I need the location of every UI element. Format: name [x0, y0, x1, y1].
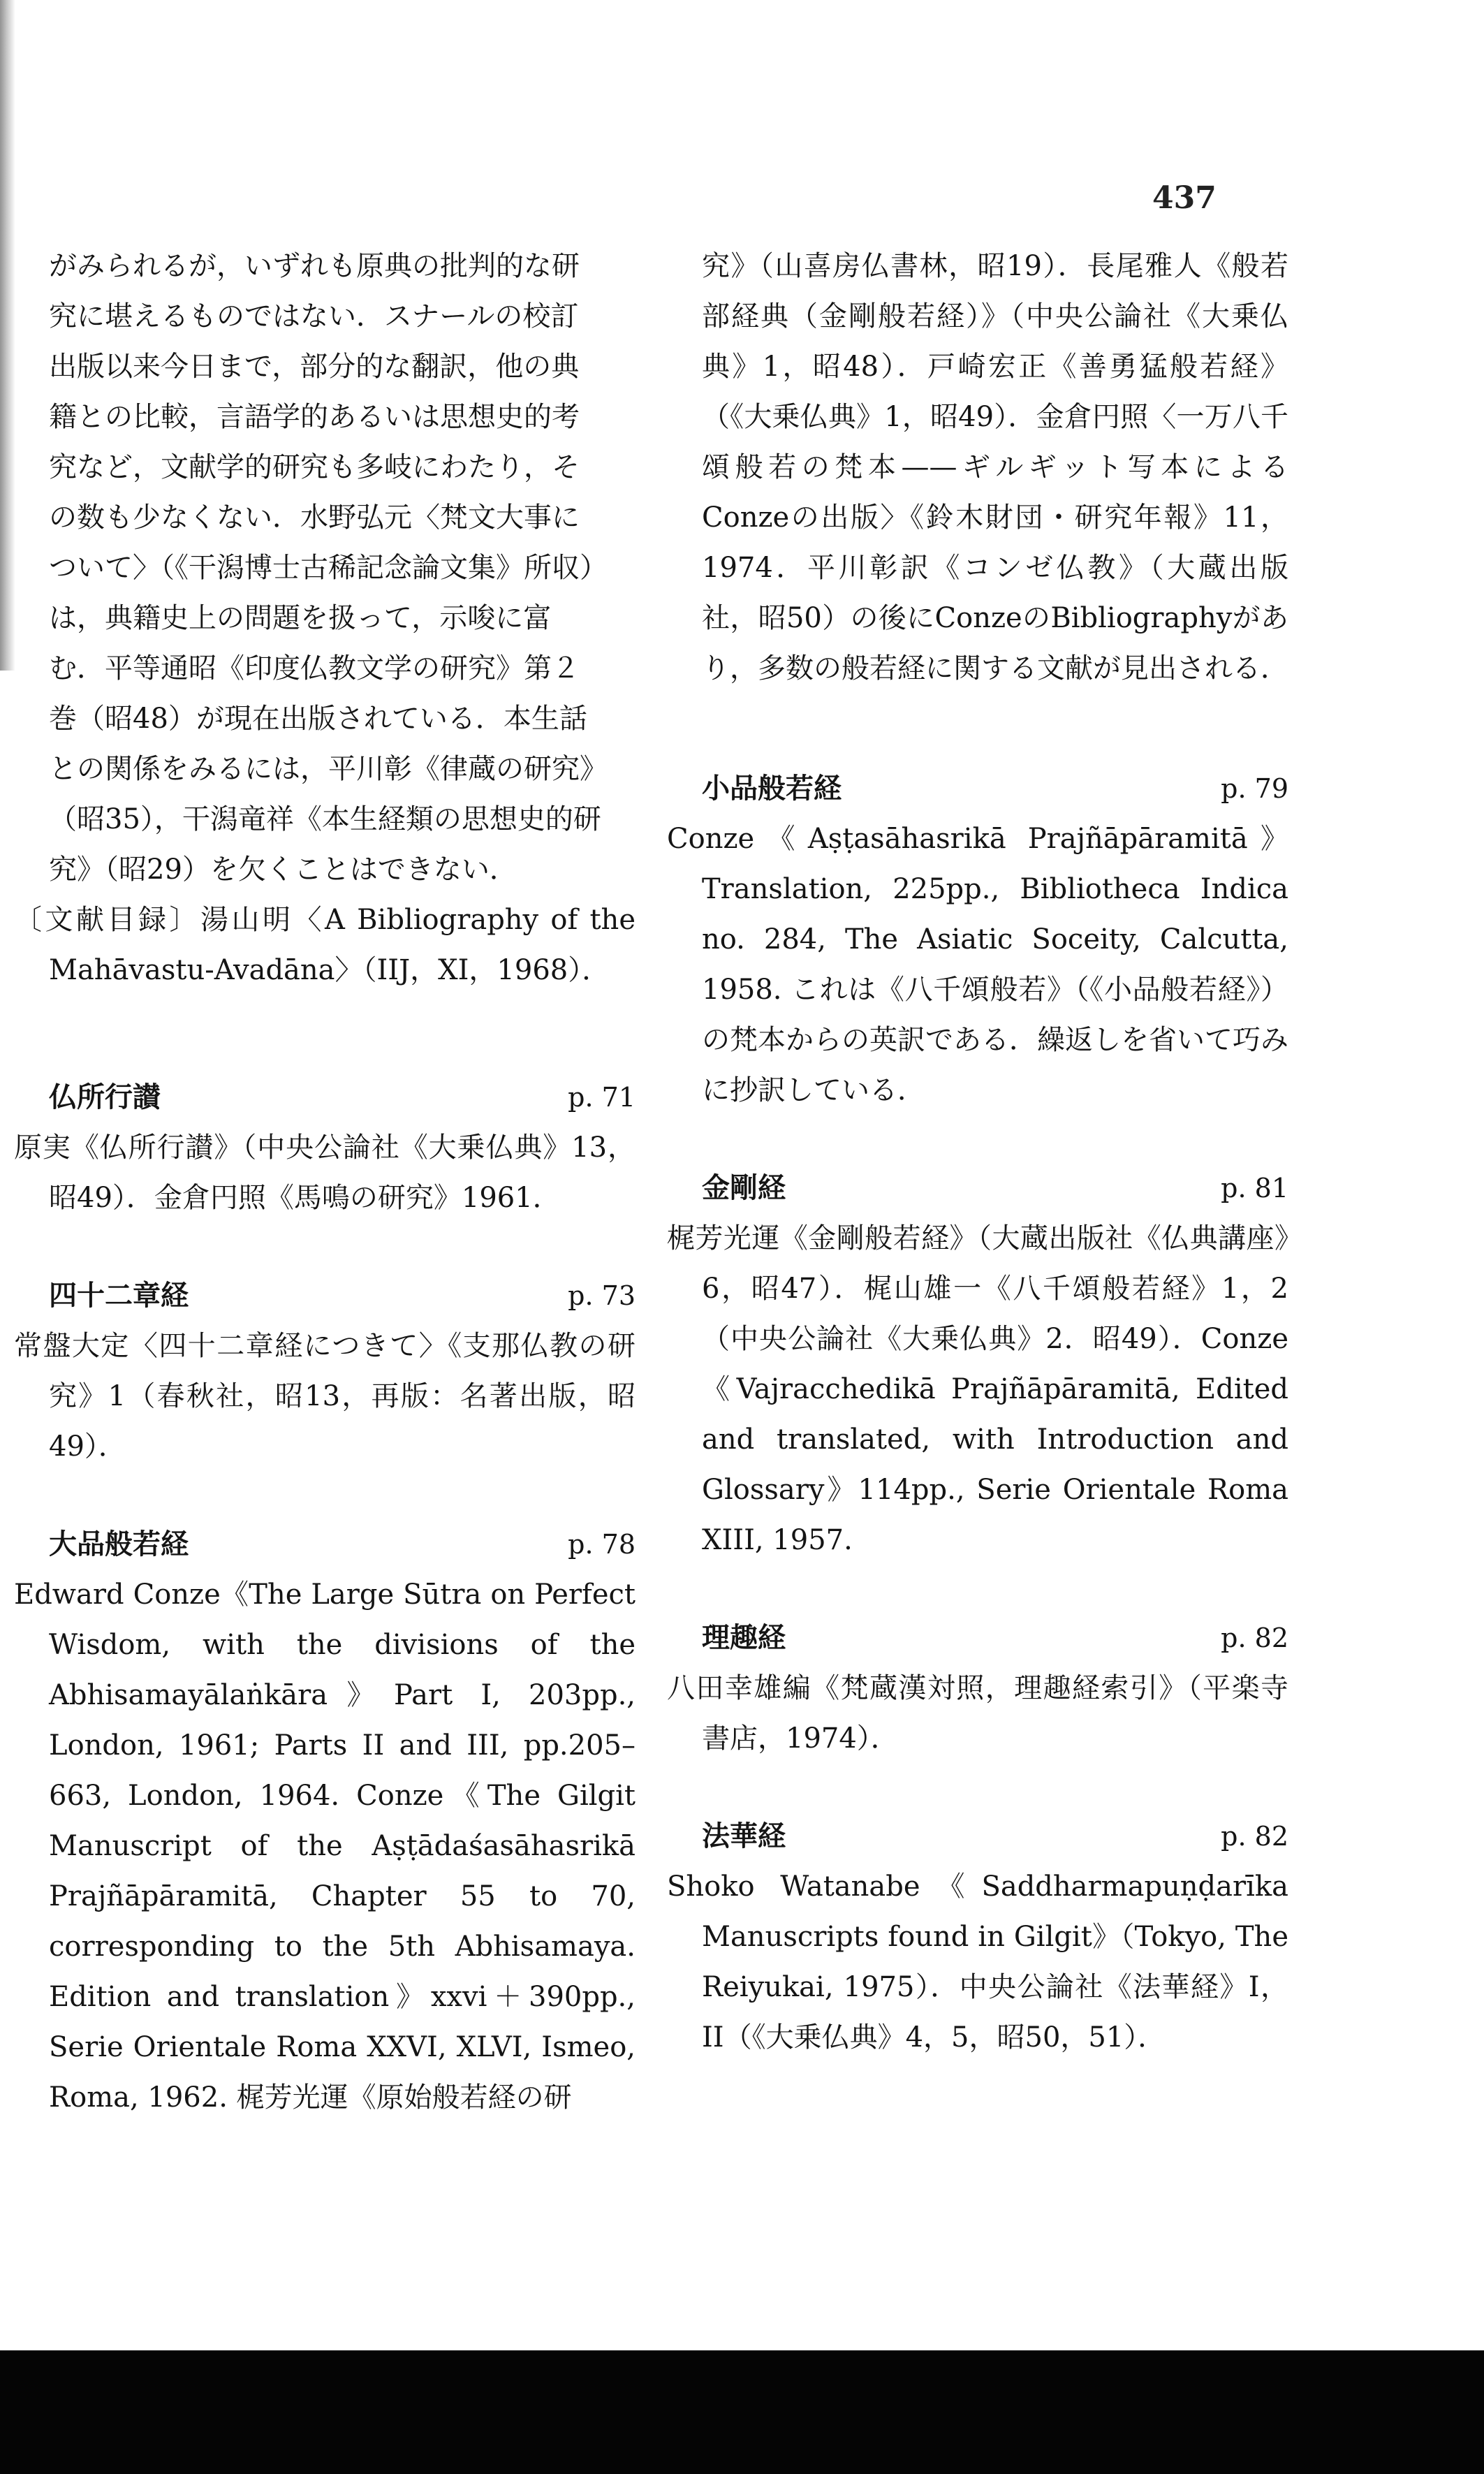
intro-line: む．平等通昭《印度仏教文学の研究》第２ [49, 652, 580, 685]
section-title: 四十二章経 [49, 1279, 189, 1312]
intro-line: 究など，文献学的研究も多岐にわたり，そ [49, 451, 580, 483]
page-number: 437 [1152, 180, 1217, 216]
section-kongokyo [667, 1163, 1288, 1565]
section-heading [14, 1271, 636, 1321]
section-heading [14, 1072, 636, 1122]
bibliography-note: 〔文献目録〕湯山明〈A Bibliography of the Mahāvastu-Avadāna〉（IIJ，XI，1968）． [14, 904, 636, 986]
section-title: 金剛経 [702, 1171, 786, 1204]
section-title: 理趣経 [702, 1621, 786, 1654]
intro-line: （昭35），干潟竜祥《本生経類の思想史的研 [49, 803, 601, 835]
section-heading [14, 1519, 636, 1569]
section-page-ref: p. 82 [1221, 1623, 1288, 1653]
section-heading [667, 1811, 1288, 1861]
section-shobonhannyakyo [667, 763, 1288, 1115]
section-title: 仏所行讃 [49, 1081, 161, 1113]
intro-line: 巻（昭48）が現在出版されている．本生話 [49, 703, 587, 735]
section-rishukyo [667, 1613, 1288, 1764]
section-body: Edward Conze《The Large Sūtra on Perfect Wisdom, with the divisions of the Abhisamayālaṅkāra》Part I, 203pp., London, 1961; Parts II and III, pp.205–663, London, 1964. Conze《The Gilgit Manuscript of the Aṣṭādaśasāhasrikā Prajñāpāramitā, Chapter 55 to 70, corresponding to the 5th Abhisamaya. Edition and translation》xxvi＋390pp., Serie Orientale Roma XXVI, XLVI, Ismeo, Roma, 1962. 梶芳光運《原始般若経の研 [14, 1579, 636, 2114]
intro-line: 究》（昭29）を欠くことはできない． [49, 854, 517, 886]
continuation-paragraph: 究》（山喜房仏書林，昭19）．長尾雅人《般若部経典（金剛般若経）》（中央公論社《大乗仏典》1，昭48）．戸崎宏正《善勇猛般若経》（《大乗仏典》1，昭49）．金倉円照〈一万八千頌般若の梵本——ギルギット写本によるConzeの出版〉《鈴木財団・研究年報》11，1974．平川彰訳《コンゼ仏教》（大蔵出版社，昭50）の後にConzeのBibliographyがあり，多数の般若経に関する文献が見出される． [702, 250, 1288, 685]
scan-bottom-border [0, 2350, 1484, 2474]
intro-line: 究に堪えるものではない．スナールの校訂 [49, 300, 579, 332]
section-page-ref: p. 81 [1221, 1173, 1288, 1203]
section-page-ref: p. 71 [568, 1082, 636, 1113]
section-page-ref: p. 78 [568, 1529, 636, 1560]
section-heading [667, 763, 1288, 814]
intro-line: の数も少なくない．水野弘元〈梵文大事に [49, 502, 580, 534]
intro-line: がみられるが，いずれも原典の批判的な研 [49, 250, 580, 282]
section-body: 常盤大定〈四十二章経につきて〉《支那仏教の研究》1（春秋社，昭13，再版：名著出版，昭49）． [14, 1330, 636, 1463]
section-page-ref: p. 73 [568, 1280, 636, 1311]
intro-line: ついて〉（《干潟博士古稀記念論文集》所収） [49, 552, 608, 584]
section-title: 法華経 [702, 1820, 786, 1852]
section-body: 梶芳光運《金剛般若経》（大蔵出版社《仏典講座》6，昭47）．梶山雄一《八千頌般若経》1，2（中央公論社《大乗仏典》2．昭49）．Conze《Vajracchedikā Prajñāpāramitā, Edited and translated, with Introduction and Glossary》114pp., Serie Orientale Roma XIII, 1957. [667, 1222, 1288, 1556]
intro-line: 出版以来今日まで，部分的な翻訳，他の典 [49, 351, 580, 383]
section-heading [667, 1613, 1288, 1663]
left-column [14, 241, 636, 2123]
intro-line: 籍との比較，言語学的あるいは思想史的考 [49, 401, 580, 433]
intro-line: は，典籍史上の問題を扱って，示唆に富 [49, 602, 552, 634]
section-title: 大品般若経 [49, 1528, 189, 1560]
section-shijunishokyo [14, 1271, 636, 1472]
section-title: 小品般若経 [702, 772, 842, 805]
section-busshogyosan [14, 1072, 636, 1223]
section-body: 八田幸雄編《梵蔵漢対照，理趣経索引》（平楽寺書店，1974）． [667, 1672, 1288, 1755]
section-body: 原実《仏所行讃》（中央公論社《大乗仏典》13，昭49）．金倉円照《馬鳴の研究》1961． [14, 1132, 636, 1214]
intro-paragraph [14, 241, 636, 895]
scan-shadow [0, 0, 15, 671]
section-daibonhannyakyo [14, 1519, 636, 2123]
section-hokekyo [667, 1811, 1288, 2063]
section-heading [667, 1163, 1288, 1213]
section-page-ref: p. 82 [1221, 1821, 1288, 1852]
right-column [667, 241, 1288, 2063]
intro-line: との関係をみるには，平川彰《律蔵の研究》 [49, 753, 608, 785]
section-page-ref: p. 79 [1221, 773, 1288, 804]
section-body: Conze《Aṣṭasāhasrikā Prajñāpāramitā》Translation, 225pp., Bibliotheca Indica no. 284, The Asiatic Soceity, Calcutta, 1958. これは《八千頌般若》（《小品般若経》）の梵本からの英訳である．繰返しを省いて巧みに抄訳している． [667, 823, 1288, 1106]
section-body: Shoko Watanabe《Saddharmapuṇḍarīka Manuscripts found in Gilgit》（Tokyo, The Reiyukai, 1975）．中央公論社《法華経》I，II（《大乗仏典》4，5，昭50，51）． [667, 1871, 1288, 2054]
